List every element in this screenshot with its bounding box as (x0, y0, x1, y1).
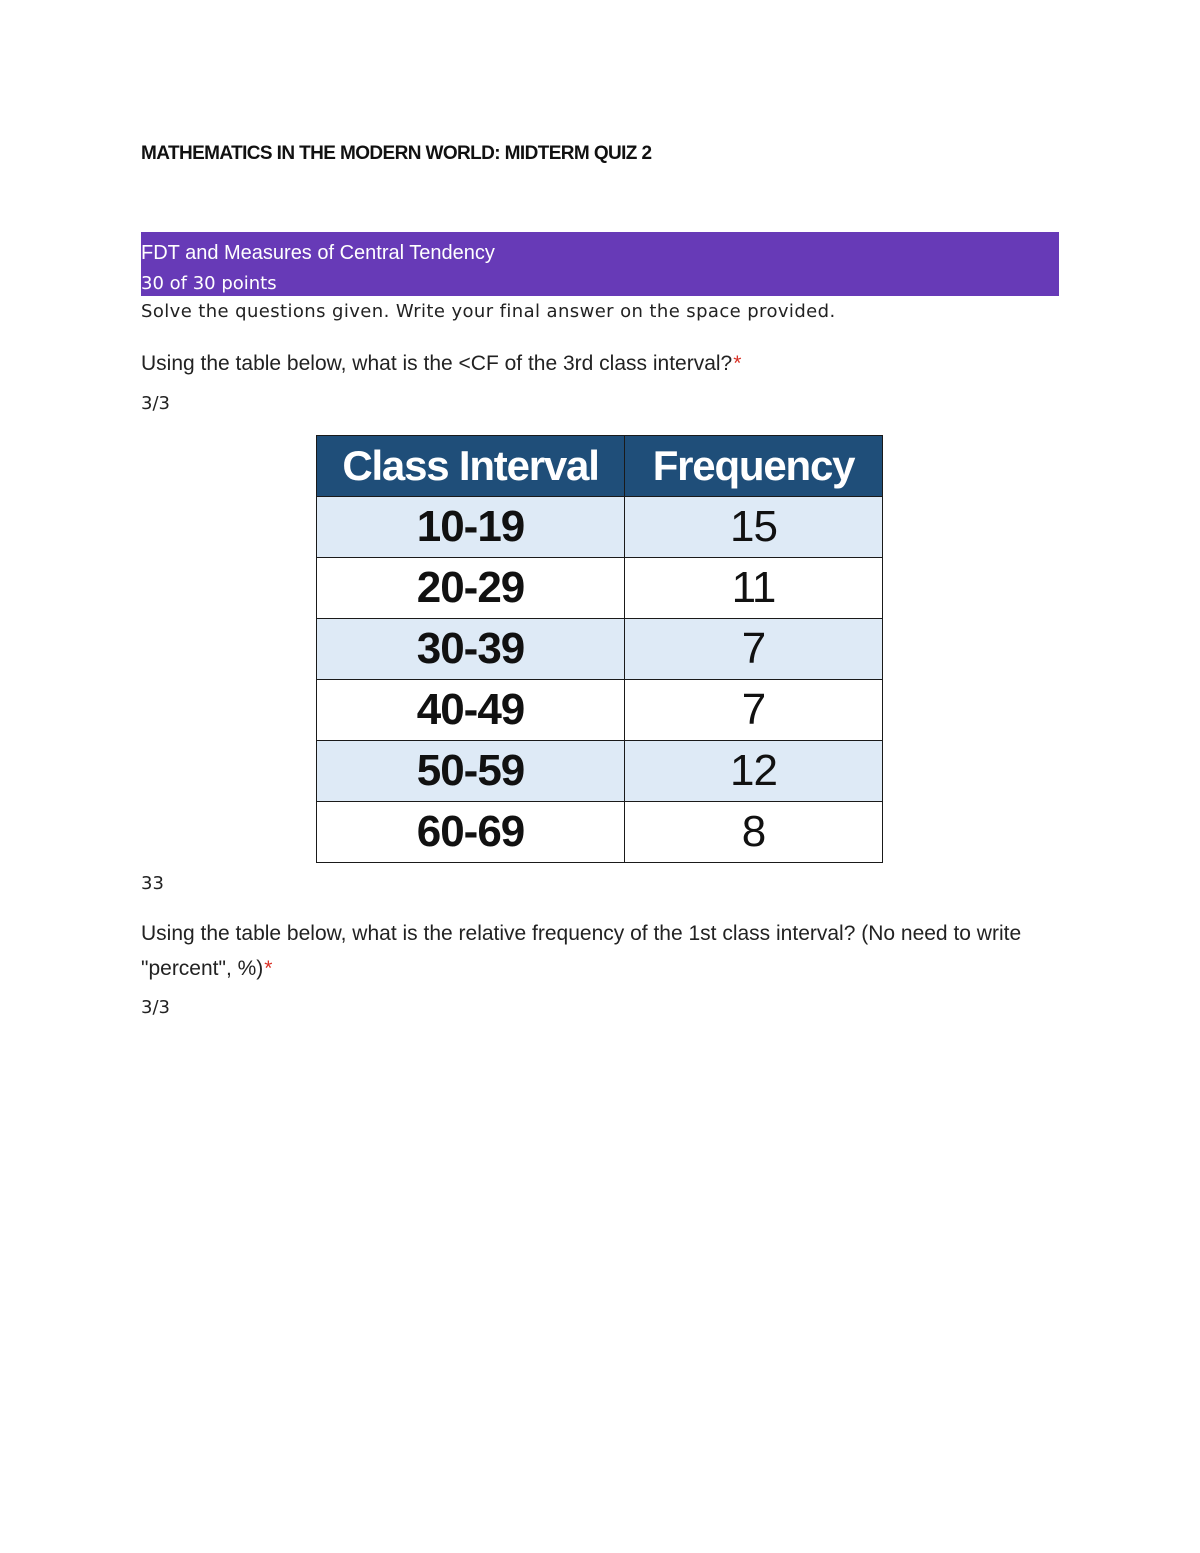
class-interval-cell: 20-29 (317, 558, 625, 619)
section-points: 30 of 30 points (141, 273, 277, 294)
question-1-score: 3/3 (141, 393, 170, 414)
question-2-label: Using the table below, what is the relative frequency of the 1st class interval? (No need to write "percent", %) (141, 922, 1022, 980)
required-asterisk: * (733, 352, 742, 375)
table-row (317, 741, 883, 802)
table-row (317, 619, 883, 680)
table-row (317, 680, 883, 741)
question-2-text (141, 916, 1061, 986)
frequency-cell: 7 (625, 619, 883, 680)
frequency-table (316, 435, 883, 863)
document-title: MATHEMATICS IN THE MODERN WORLD: MIDTERM QUIZ 2 (141, 143, 652, 164)
class-interval-cell: 60-69 (317, 802, 625, 863)
section-description: Solve the questions given. Write your final answer on the space provided. (141, 301, 836, 322)
class-interval-cell: 10-19 (317, 497, 625, 558)
class-interval-cell: 40-49 (317, 680, 625, 741)
question-2-score: 3/3 (141, 997, 170, 1018)
question-1-text (141, 346, 1061, 381)
required-asterisk: * (264, 957, 273, 980)
frequency-cell: 11 (625, 558, 883, 619)
header-frequency: Frequency (625, 436, 883, 497)
frequency-cell: 8 (625, 802, 883, 863)
section-title: FDT and Measures of Central Tendency (141, 242, 495, 264)
table-row (317, 497, 883, 558)
table-row (317, 802, 883, 863)
header-class-interval: Class Interval (317, 436, 625, 497)
section-header-banner (141, 232, 1059, 296)
class-interval-cell: 50-59 (317, 741, 625, 802)
class-interval-cell: 30-39 (317, 619, 625, 680)
table-row (317, 558, 883, 619)
table-header-row (317, 436, 883, 497)
question-1-label: Using the table below, what is the <CF of the 3rd class interval? (141, 352, 733, 375)
question-1-answer: 33 (141, 873, 164, 894)
frequency-cell: 7 (625, 680, 883, 741)
frequency-cell: 12 (625, 741, 883, 802)
frequency-cell: 15 (625, 497, 883, 558)
